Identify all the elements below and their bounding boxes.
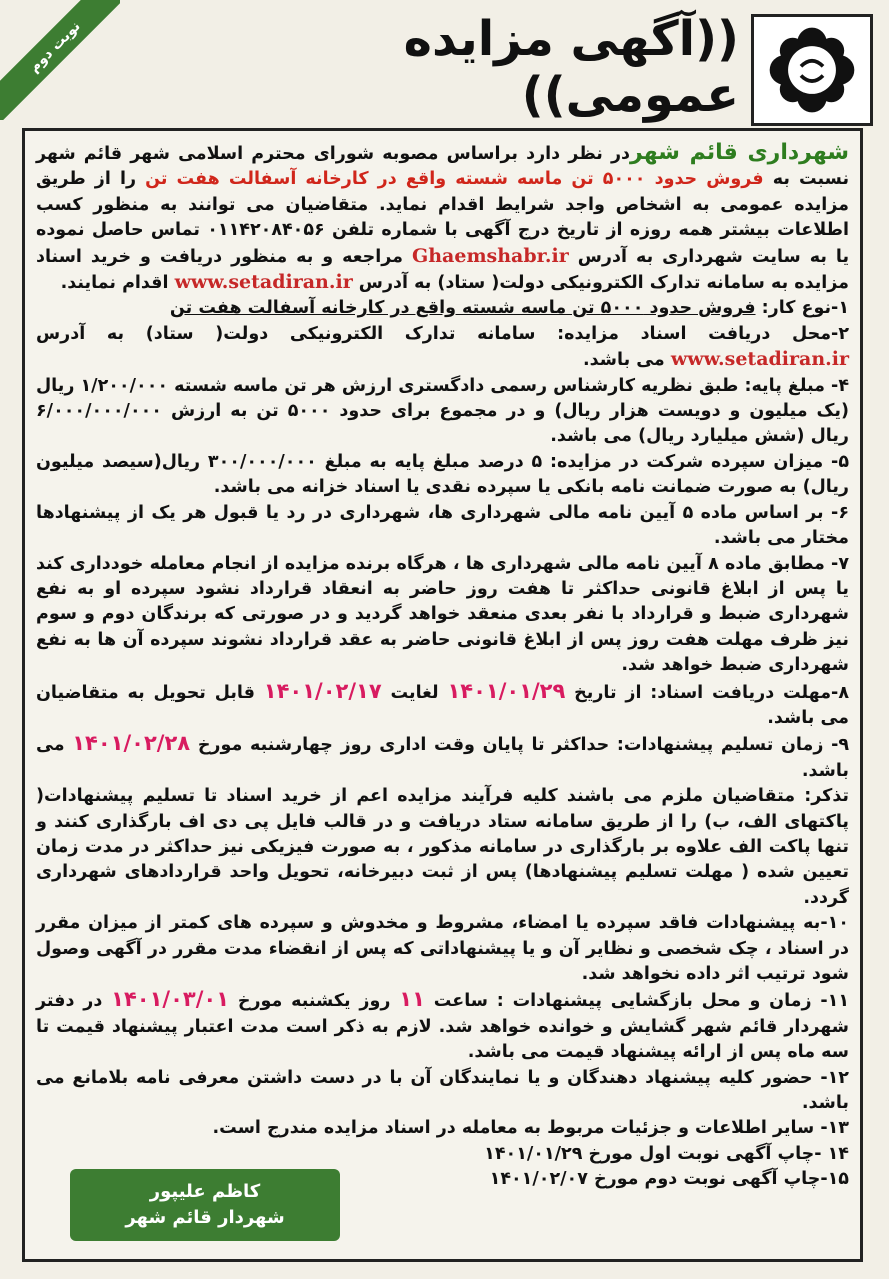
edition-tag	[0, 0, 120, 120]
item-8-a: ۸-مهلت دریافت اسناد: از تاریخ	[574, 682, 850, 703]
item-1-text: فروش حدود ۵۰۰۰ تن ماسه شسته واقع در کارخانه آسفالت هفت تن	[169, 298, 756, 319]
intro-part-2: را از طریق مزایده عمومی به اشخاص واجد شرایط اقدام نماید. متقاضیان می توانند به منظور کسب اطلاعات بیشتر همه روزه از تاریخ درج آگهی با شماره تلفن ۰۱۱۴۲۰۸۴۰۵۶ تماس حاصل نموده یا به سایت شهرداری به آدرس	[36, 169, 850, 267]
item-7: ۷- مطابق ماده ۸ آیین نامه مالی شهرداری ها ، هرگاه برنده مزایده از انجام معامله خودداری کند یا پس از ابلاغ قانونی حداکثر تا هفت روز حاضر به انعقاد قرارداد نشود سپرده او به نفع شهرداری ضبط و قرارداد با نفر بعدی منعقد خواهد گردید و در صورتی که برندگان دوم و سوم نیز ظرف مهلت هفت روز پس از ابلاغ قانونی حاضر به عقد قرارداد نشوند سپرده آن ها به نفع شهرداری ضبط خواهد شد.	[36, 553, 849, 676]
item-14: ۱۴ -چاپ آگهی نوبت اول مورخ ۱۴۰۱/۰۱/۲۹	[484, 1143, 849, 1164]
item-11-b: روز یکشنبه مورخ	[237, 991, 391, 1012]
item-8-date-start: ۱۴۰۱/۰۱/۲۹	[447, 678, 566, 703]
item-1-label: ۱-نوع کار:	[761, 298, 849, 319]
item-5: ۵- میزان سپرده شرکت در مزایده: ۵ درصد مبلغ پایه به مبلغ ۳۰۰/۰۰۰/۰۰۰ ریال(سیصد میلیون ریال) به صورت ضمانت نامه بانکی یا سپرده نقدی یا اسناد خزانه می باشد.	[36, 451, 849, 498]
municipality-name: شهرداری قائم شهر	[630, 140, 850, 165]
item-8-b: لغایت	[390, 682, 439, 703]
item-2-link[interactable]: www.setadiran.ir	[670, 348, 849, 371]
item-8-c: قابل تحویل به متقاضیان می باشد.	[36, 682, 849, 728]
item-11-hour: ۱۱	[399, 987, 425, 1012]
intro-part-4: اقدام نمایند.	[60, 273, 169, 294]
signature-name: کاظم علیپور	[149, 1181, 261, 1202]
item-15: ۱۵-چاپ آگهی نوبت دوم مورخ ۱۴۰۱/۰۲/۰۷	[489, 1169, 849, 1190]
notice-body	[36, 140, 849, 1193]
setad-site-link[interactable]: www.setadiran.ir	[174, 271, 353, 294]
item-11	[36, 987, 849, 1065]
signature-role: شهردار قائم شهر	[125, 1207, 285, 1228]
municipality-logo	[751, 14, 873, 126]
item-4: ۴- مبلغ پایه: طبق نظریه کارشناس رسمی دادگستری ارزش هر تن ماسه شسته ۱/۲۰۰/۰۰۰ ریال (یک میلیون و دویست هزار ریال) و در مجموع برای حدود ۵۰۰۰ تن به ارزش ۶/۰۰۰/۰۰۰/۰۰۰ ریال (شش میلیارد ریال) می باشد.	[36, 375, 849, 447]
intro-part-1: در نظر دارد براساس مصوبه شورای محترم اسلامی شهر قائم شهر نسبت به	[36, 144, 850, 190]
intro-paragraph	[36, 140, 849, 296]
item-9-b: می باشد.	[36, 735, 849, 781]
item-1	[36, 296, 849, 321]
item-8	[36, 679, 849, 732]
signature-box	[70, 1169, 340, 1241]
edition-tag-label: نوبت دوم	[0, 0, 120, 120]
item-12: ۱۲- حضور کلیه پیشنهاد دهندگان و یا نمایندگان آن با در دست داشتن معرفی نامه بلامانع می باشد.	[36, 1067, 849, 1114]
municipality-site-link[interactable]: Ghaemshabr.ir	[412, 244, 569, 267]
page-title: ((آگهی مزایده عمومی))	[403, 11, 739, 123]
intro-highlight: فروش حدود ۵۰۰۰ تن ماسه شسته واقع در کارخانه آسفالت هفت تن	[145, 169, 764, 190]
item-9	[36, 731, 849, 784]
item-2-text: ۲-محل دریافت اسناد مزایده: سامانه تدارک الکترونیکی دولت( ستاد) به آدرس	[36, 323, 849, 344]
item-8-date-end: ۱۴۰۱/۰۲/۱۷	[263, 678, 382, 703]
item-11-a: ۱۱- زمان و محل بازگشایی پیشنهادات : ساعت	[433, 991, 850, 1012]
item-2-end: می باشد.	[583, 350, 665, 371]
item-9-date: ۱۴۰۱/۰۲/۲۸	[72, 731, 191, 756]
municipality-logo-icon	[766, 24, 858, 116]
note-paragraph: تذکر: متقاضیان ملزم می باشند کلیه فرآیند مزایده اعم از خرید اسناد تا تسلیم پیشنهادات( پاکتهای الف، ب) را از طریق سامانه ستاد دریافت و در قالب فایل پی دی اف بارگذاری کنند و تنها پاکت الف علاوه بر بارگذاری در سامانه مذکور ، به صورت فیزیکی نیز حداکثر در مدت زمان تعیین شده ( مهلت تسلیم پیشنهادها) پس از ثبت دبیرخانه، تحویل واحد قراردادهای شهرداری گردد.	[36, 786, 849, 908]
item-9-a: ۹- زمان تسلیم پیشنهادات: حداکثر تا پایان وقت اداری روز چهارشنبه مورخ	[197, 735, 850, 756]
item-11-c: در دفتر شهردار قائم شهر گشایش و خوانده خواهد شد. لازم به ذکر است مدت اعتبار پیشنهاد قیمت تا سه ماه پس از ارائه پیشنهاد قیمت می باشد.	[36, 991, 849, 1063]
item-6: ۶- بر اساس ماده ۵ آیین نامه مالی شهرداری ها، شهرداری در رد یا قبول هر یک از پیشنهادها مختار می باشد.	[36, 502, 849, 549]
item-10: ۱۰-به پیشنهادات فاقد سپرده یا امضاء، مشروط و مخدوش و سپرده های کمتر از میزان مقرر در اسناد ، چک شخصی و نظایر آن و یا پیشنهاداتی که پس از انقضاء مدت مقرر در آگهی وصول شود ترتیب اثر داده نخواهد شد.	[36, 913, 849, 984]
intro-part-3: مراجعه و به منظور دریافت و خرید اسناد مزایده به سامانه تدارک الکترونیکی دولت( ستاد) به آدرس	[36, 246, 849, 294]
item-13: ۱۳- سایر اطلاعات و جزئیات مربوط به معامله در اسناد مزایده مندرج است.	[212, 1118, 849, 1139]
item-2	[36, 322, 849, 374]
item-11-date: ۱۴۰۱/۰۳/۰۱	[111, 987, 230, 1012]
